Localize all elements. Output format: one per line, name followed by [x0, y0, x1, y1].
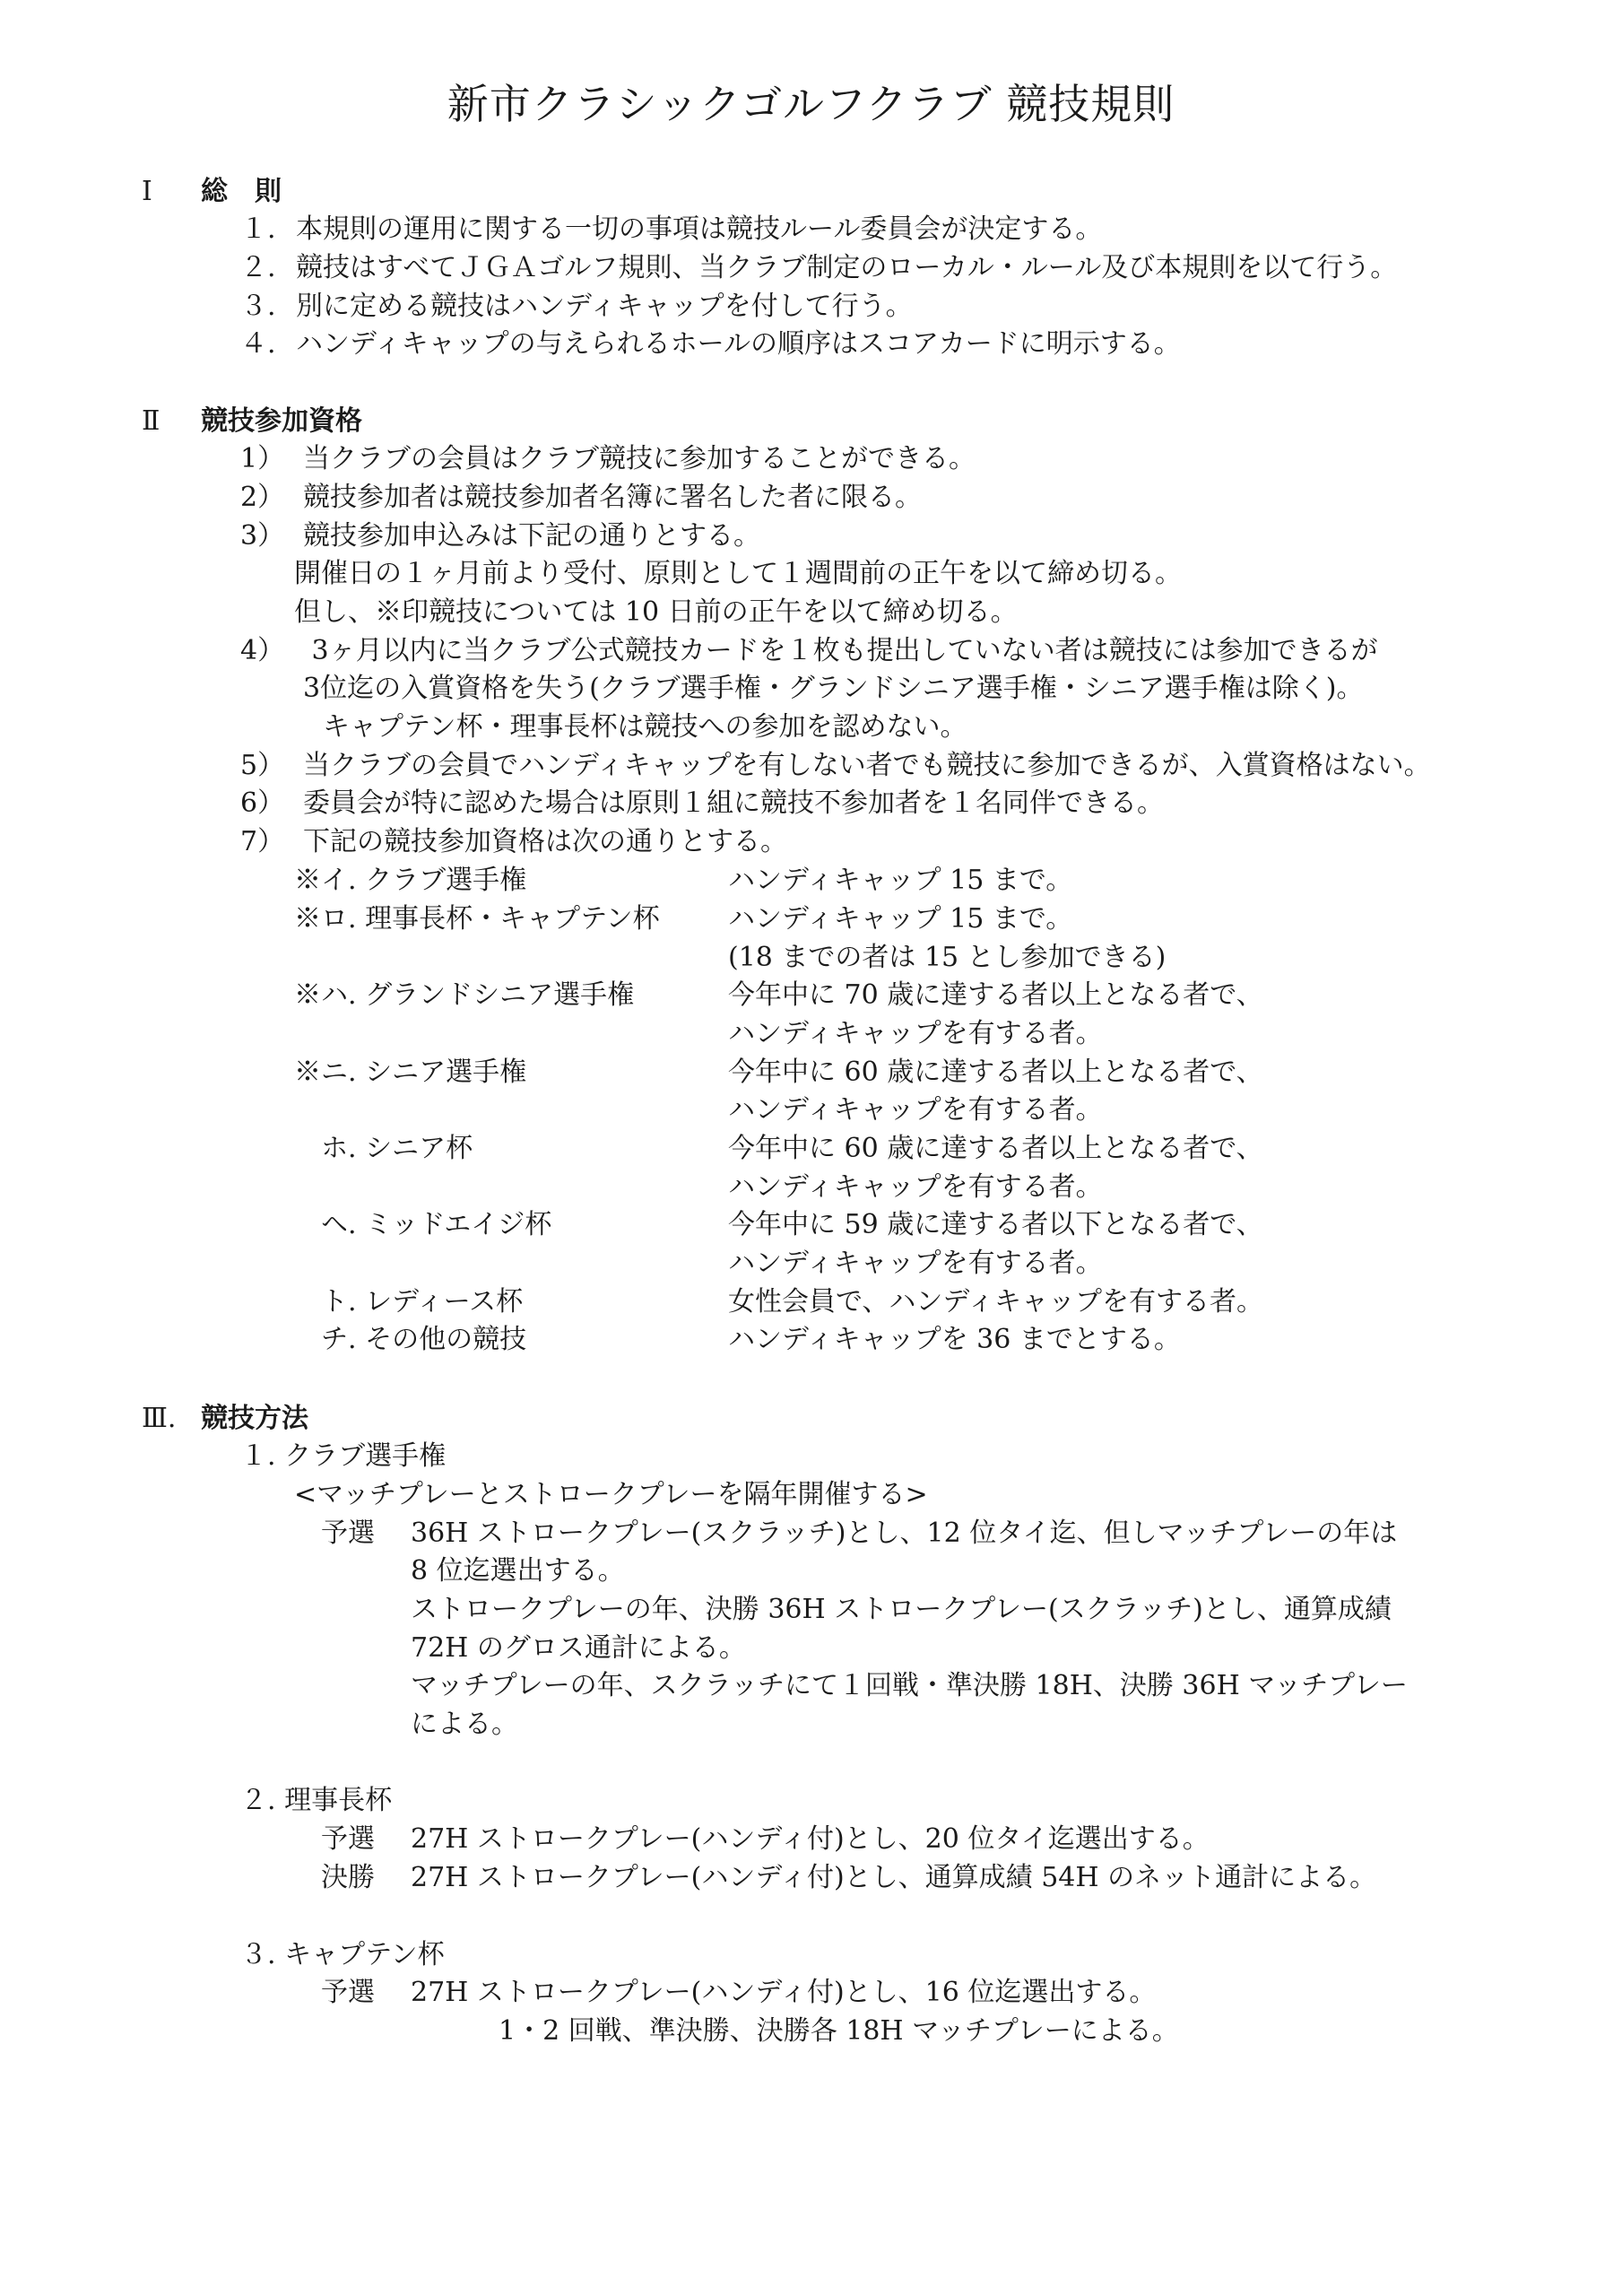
qualification-continuation: (18 までの者は 15 とし参加できる) [728, 942, 1167, 973]
qualification-continuation: ハンディキャップを有する者。 [728, 1018, 1103, 1049]
rule-continuation: ストロークプレーの年、決勝 36H ストロークプレー(スクラッチ)とし、通算成績 [411, 1594, 1392, 1625]
competition-name: チ. その他の競技 [321, 1324, 527, 1355]
rule-row [321, 1860, 1376, 1896]
item-continuation: 開催日の１ヶ月前より受付、原則として１週間前の正午を以て締め切る。 [294, 558, 1182, 589]
list-item [240, 480, 922, 516]
list-item [240, 518, 760, 554]
rule-row [321, 1516, 1397, 1552]
competition-name: ※ハ. グランドシニア選手権 [294, 979, 635, 1011]
item-text: 別に定める競技はハンディキャップを付して行う。 [296, 291, 913, 322]
list-item [240, 786, 1164, 822]
section-1-heading [142, 174, 282, 210]
item-text: 委員会が特に認めた場合は原則１組に競技不参加者を１名同伴できる。 [303, 787, 1164, 819]
item-text: 競技参加申込みは下記の通りとする。 [303, 520, 760, 552]
competition-name: ホ. シニア杯 [321, 1133, 473, 1164]
stage-label: 予選 [321, 1518, 375, 1549]
rule-continuation: 72H のグロス通計による。 [411, 1632, 746, 1664]
list-item [240, 250, 1397, 286]
rule-continuation: 8 位迄選出する。 [411, 1555, 625, 1587]
qualification-row [294, 901, 1072, 937]
list-item [240, 289, 913, 325]
qualification-continuation: ハンディキャップを有する者。 [728, 1248, 1103, 1279]
item-text: ハンディキャップの与えられるホールの順序はスコアカードに明示する。 [296, 328, 1181, 360]
section-title: 競技方法 [201, 1403, 308, 1434]
item-text: 当クラブの会員でハンディキャップを有しない者でも競技に参加できるが、入賞資格はない。 [303, 750, 1431, 781]
qualification-text: 今年中に 60 歳に達する者以上となる者で、 [728, 1057, 1263, 1088]
item-continuation: キャプテン杯・理事長杯は競技への参加を認めない。 [323, 711, 967, 743]
item-number: ４. [240, 328, 276, 360]
competition-name: ※イ. クラブ選手権 [294, 865, 527, 896]
qualification-row [294, 863, 1072, 899]
section-number: Ⅱ [142, 405, 160, 437]
item-number: ２. [240, 252, 276, 283]
qualification-continuation: ハンディキャップを有する者。 [728, 1094, 1103, 1126]
rule-row [321, 1822, 1210, 1857]
subsection-heading: １. クラブ選手権 [240, 1440, 447, 1472]
rule-text: 36H ストロークプレー(スクラッチ)とし、12 位タイ迄、但しマッチプレーの年は [411, 1518, 1398, 1549]
item-number: 7） [240, 826, 285, 857]
rule-row [321, 1975, 1156, 2011]
rule-text: 27H ストロークプレー(ハンディ付)とし、通算成績 54H のネット通計による。 [411, 1862, 1377, 1893]
item-continuation: 但し、※印競技については 10 日前の正午を以て締め切る。 [294, 596, 1018, 628]
qualification-row [294, 978, 1263, 1013]
competition-name: ※ニ. シニア選手権 [294, 1057, 527, 1088]
subsection-heading: ３. キャプテン杯 [240, 1939, 445, 1970]
rule-text: 27H ストロークプレー(ハンディ付)とし、16 位迄選出する。 [411, 1977, 1157, 2008]
qualification-row [321, 1284, 1263, 1320]
qualification-row [321, 1322, 1181, 1358]
list-item [240, 633, 1378, 669]
list-item [240, 824, 787, 860]
item-text: 競技参加者は競技参加者名簿に署名した者に限る。 [303, 482, 922, 513]
rule-text: 27H ストロークプレー(ハンディ付)とし、20 位タイ迄選出する。 [411, 1823, 1210, 1855]
section-title: 競技参加資格 [201, 405, 362, 437]
qualification-text: ハンディキャップ 15 まで。 [728, 903, 1073, 935]
item-text: 下記の競技参加資格は次の通りとする。 [303, 826, 787, 857]
qualification-text: 今年中に 70 歳に達する者以上となる者で、 [728, 979, 1263, 1011]
stage-label: 決勝 [321, 1862, 375, 1893]
item-number: 4） [240, 635, 285, 666]
list-item [240, 748, 1431, 784]
item-number: 3） [240, 520, 285, 552]
item-number: 5） [240, 750, 285, 781]
list-item [240, 326, 1181, 362]
item-text: 本規則の運用に関する一切の事項は競技ルール委員会が決定する。 [296, 213, 1103, 245]
subsection-heading: ２. 理事長杯 [240, 1785, 393, 1816]
item-number: ３. [240, 291, 276, 322]
section-3-heading [142, 1401, 308, 1437]
qualification-text: ハンディキャップを 36 までとする。 [728, 1324, 1181, 1355]
item-text: 当クラブの会員はクラブ競技に参加することができる。 [303, 443, 976, 474]
qualification-text: 今年中に 60 歳に達する者以上となる者で、 [728, 1133, 1263, 1164]
qualification-text: ハンディキャップ 15 まで。 [728, 865, 1073, 896]
item-number: 1） [240, 443, 285, 474]
qualification-text: 女性会員で、ハンディキャップを有する者。 [728, 1286, 1263, 1318]
competition-name: ヘ. ミッドエイジ杯 [321, 1209, 552, 1240]
qualification-continuation: ハンディキャップを有する者。 [728, 1171, 1103, 1203]
stage-label: 予選 [321, 1977, 375, 2008]
item-text: 競技はすべてＪＧＡゴルフ規則、当クラブ制定のローカル・ルール及び本規則を以て行う。 [296, 252, 1398, 283]
item-number: 2） [240, 482, 285, 513]
item-text: 3ヶ月以内に当クラブ公式競技カードを１枚も提出していない者は競技には参加できるが [303, 635, 1378, 666]
competition-name: ※ロ. 理事長杯・キャプテン杯 [294, 903, 660, 935]
qualification-row [294, 1055, 1263, 1091]
rule-continuation: 1・2 回戦、準決勝、決勝各 18H マッチプレーによる。 [499, 2015, 1179, 2047]
document-title: 新市クラシックゴルフクラブ 競技規則 [447, 80, 1175, 128]
list-item [240, 441, 976, 477]
section-title: 総 則 [201, 176, 282, 207]
competition-name: ト. レディース杯 [321, 1286, 524, 1318]
qualification-row [321, 1207, 1263, 1243]
section-2-heading [142, 404, 362, 439]
item-continuation: 3位迄の入賞資格を失う(クラブ選手権・グランドシニア選手権・シニア選手権は除く)。 [303, 673, 1364, 704]
rule-continuation: マッチプレーの年、スクラッチにて１回戦・準決勝 18H、決勝 36H マッチプレー [411, 1670, 1408, 1701]
rule-continuation: による。 [411, 1709, 518, 1740]
section-number: Ⅰ [142, 176, 152, 207]
list-item [240, 212, 1102, 248]
section-number: Ⅲ. [142, 1403, 177, 1434]
qualification-text: 今年中に 59 歳に達する者以下となる者で、 [728, 1209, 1263, 1240]
item-number: 6） [240, 787, 285, 819]
subsection-note: <マッチプレーとストロークプレーを隔年開催する> [294, 1479, 928, 1510]
item-number: １. [240, 213, 276, 245]
qualification-row [321, 1131, 1263, 1167]
stage-label: 予選 [321, 1823, 375, 1855]
